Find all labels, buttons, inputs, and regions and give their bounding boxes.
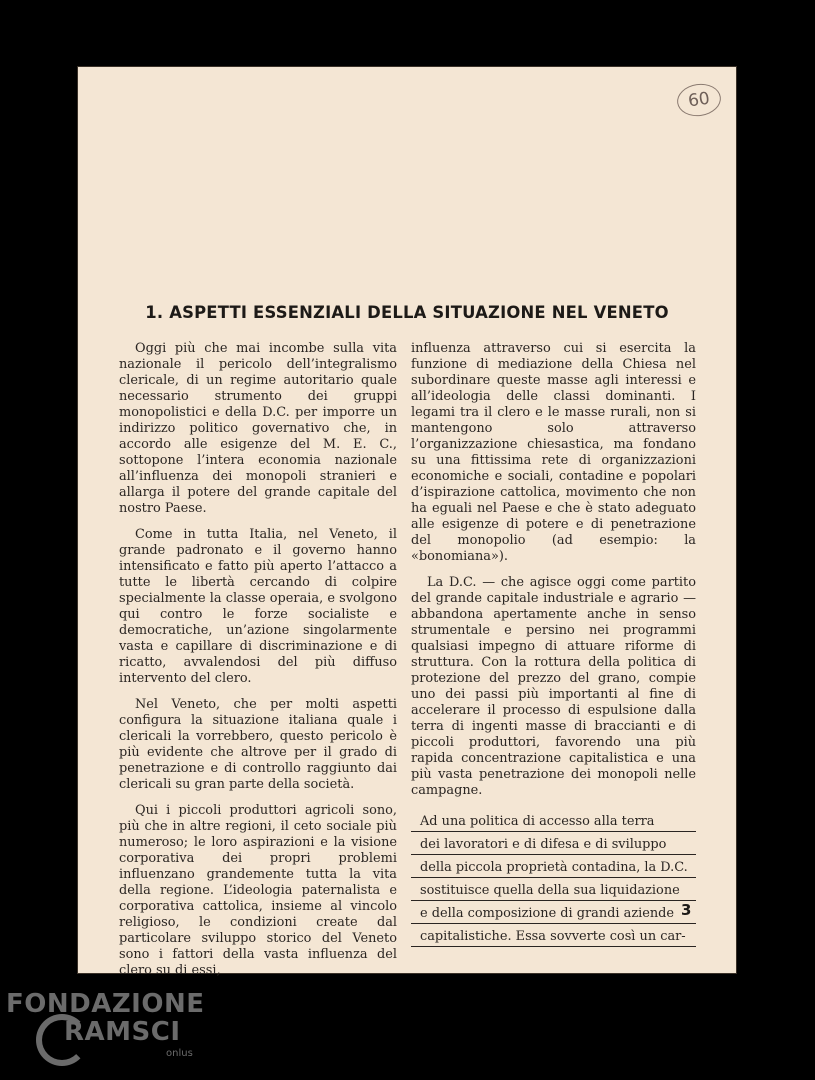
document-page: [77, 66, 737, 978]
left-column: [119, 341, 397, 989]
paragraph: Qui i piccoli produttori agricoli sono, più che in altre regioni, il ceto sociale più numeroso; le loro aspirazioni e la visione corporativa dei propri problemi influenzano grandemente tutta la vita della regione. L’ideologia paternalista e corporativa cattolica, insieme al vincolo religioso, le condizioni create dal particolare sviluppo storico del Veneto sono i fattori della vasta influenza del clero su di essi,: [119, 803, 397, 978]
underlined-line: capitalistiche. Essa sovverte così un car-: [411, 924, 696, 947]
underlined-line: della piccola proprietà contadina, la D.C.: [411, 855, 696, 878]
paragraph: Come in tutta Italia, nel Veneto, il grande padronato e il governo hanno intensificato e fatto più aperto l’attacco a tutte le libertà cercando di colpire specialmente la classe operaia, e svolgono qui contro le forze socialiste e democratiche, un’azione singolarmente vasta e capillare di discriminazione e di ricatto, avvalendosi del più diffuso intervento del clero.: [119, 527, 397, 686]
logo-line-2: RAMSCI: [64, 1017, 181, 1047]
underlined-line: Ad una politica di accesso alla terra: [411, 809, 696, 832]
logo-line-1: FONDAZIONE: [6, 989, 205, 1019]
underlined-line: sostituisce quella della sua liquidazione: [411, 878, 696, 901]
page-number: 3: [681, 901, 692, 919]
logo-g-ring-icon: [36, 1014, 88, 1066]
paragraph: La D.C. — che agisce oggi come partito del grande capitale industriale e agrario — abbandona apertamente anche in senso strumentale e persino nei programmi qualsiasi impegno di attuare riforme di struttura. Con la rottura della politica di protezione del prezzo del grano, compie uno dei passi più importanti al fine di accelerare il processo di espulsione dalla terra di ingenti masse di braccianti e di piccoli produttori, favorendo una più rapida concentrazione capitalistica e una più vasta penetrazione dei monopoli nelle campagne.: [411, 575, 696, 798]
page-stamp: 60: [675, 81, 723, 119]
fondazione-gramsci-logo: [6, 989, 205, 1059]
underlined-line: e della composizione di grandi aziende: [411, 901, 696, 924]
paragraph: Oggi più che mai incombe sulla vita nazionale il pericolo dell’integralismo clericale, di un regime autoritario quale necessario strumento dei gruppi monopolistici e della D.C. per imporre un indirizzo politico governativo che, in accordo alle esigenze del M. E. C., sottopone l’intera economia nazionale all’influenza dei monopoli stranieri e allarga il potere del grande capitale del nostro Paese.: [119, 341, 397, 516]
underlined-line: dei lavoratori e di difesa e di sviluppo: [411, 832, 696, 855]
section-title: 1. ASPETTI ESSENZIALI DELLA SITUAZIONE NEL VENETO: [145, 303, 669, 322]
logo-line-3: onlus: [166, 1048, 193, 1059]
paragraph: influenza attraverso cui si esercita la funzione di mediazione della Chiesa nel subordinare queste masse agli interessi e all’ideologia delle classi dominanti. I legami tra il clero e le masse rurali, non si mantengono solo attraverso l’organizzazione chiesastica, ma fondano su una fittissima rete di organizzazioni economiche e sociali, contadine e popolari d’ispirazione cattolica, movimento che non ha eguali nel Paese e che è stato adeguato alle esigenze di potere e di penetrazione del monopolio (ad esempio: la «bonomiana»).: [411, 341, 696, 564]
right-column: [411, 341, 696, 947]
underlined-paragraph: [411, 809, 696, 947]
paragraph: Nel Veneto, che per molti aspetti configura la situazione italiana quale i clericali la vorrebbero, questo pericolo è più evidente che altrove per il grado di penetrazione e di controllo raggiunto dai clericali su gran parte della società.: [119, 697, 397, 792]
